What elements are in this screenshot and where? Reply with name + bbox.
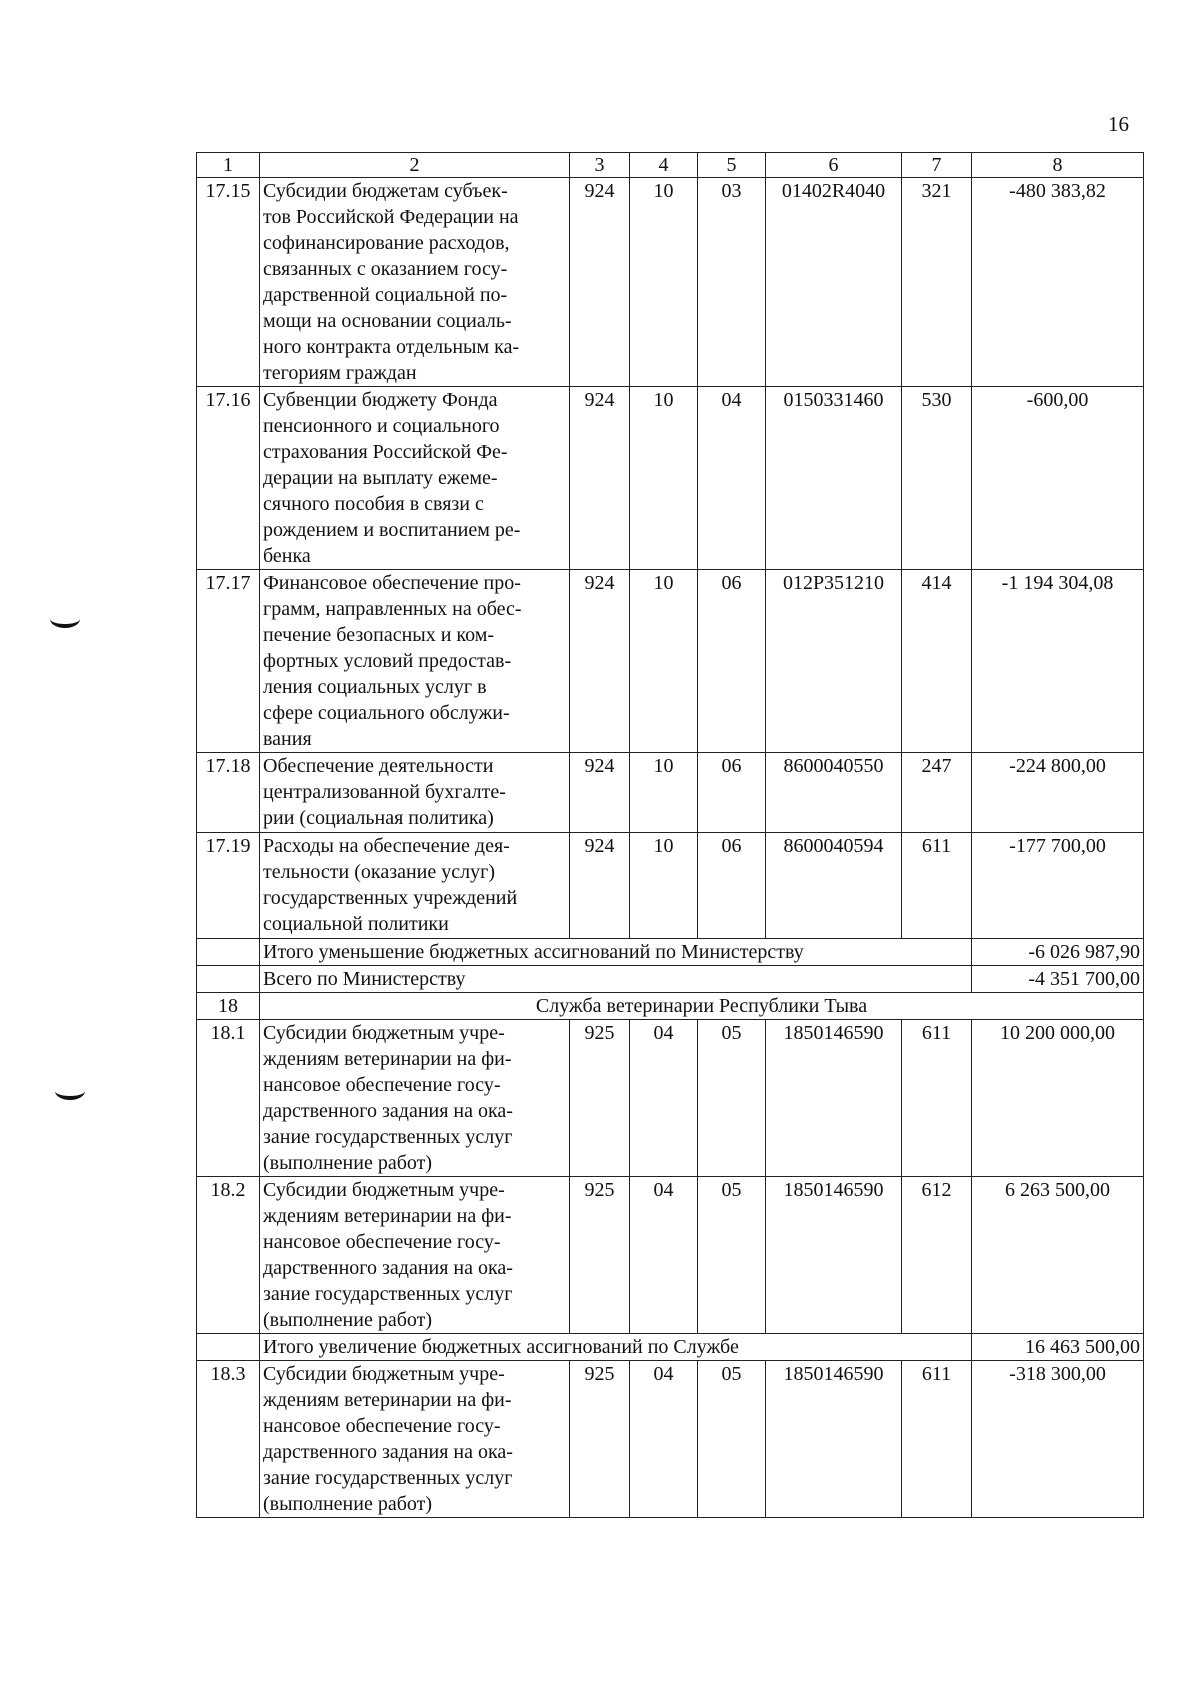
total-ministry-value: -4 351 700,00 [972, 966, 1144, 993]
amount: -318 300,00 [972, 1361, 1144, 1518]
empty-cell [197, 939, 260, 966]
subsection-code: 03 [698, 178, 766, 387]
subsection-code: 06 [698, 570, 766, 753]
target-article-code: 8600040550 [766, 753, 902, 833]
admin-code: 924 [570, 833, 630, 939]
admin-code: 925 [570, 1361, 630, 1518]
total-decrease-ministry-value: -6 026 987,90 [972, 939, 1144, 966]
admin-code: 925 [570, 1177, 630, 1334]
empty-cell [197, 1334, 260, 1361]
section-title: Служба ветеринарии Республики Тыва [260, 993, 1144, 1020]
scan-mark [55, 1082, 85, 1100]
header-cell: 7 [902, 153, 972, 178]
section-code: 04 [630, 1361, 698, 1518]
row-number: 18.2 [197, 1177, 260, 1334]
subsection-code: 05 [698, 1020, 766, 1177]
expense-type-code: 612 [902, 1177, 972, 1334]
target-article-code: 1850146590 [766, 1361, 902, 1518]
admin-code: 924 [570, 178, 630, 387]
budget-table [196, 152, 1144, 1518]
row-number: 17.17 [197, 570, 260, 753]
admin-code: 924 [570, 753, 630, 833]
expense-type-code: 611 [902, 1020, 972, 1177]
row-number: 18.1 [197, 1020, 260, 1177]
total-decrease-ministry-label: Итого уменьшение бюджетных ассигнований по Министерству [260, 939, 972, 966]
expense-type-code: 611 [902, 1361, 972, 1518]
header-cell: 2 [260, 153, 570, 178]
table-row [197, 570, 1144, 753]
empty-cell [197, 966, 260, 993]
section-code: 04 [630, 1177, 698, 1334]
row-description: Субсидии бюджетным учре- ждениям ветеринарии на фи- нансовое обеспечение госу- дарственного задания на ока- зание государственных услуг (выполнение работ) [260, 1177, 570, 1334]
row-description: Финансовое обеспечение про- грамм, направленных на обес- печение безопасных и ком- фортных условий предостав- ления социальных услуг в сфере социального обслужи- вания [260, 570, 570, 753]
table-row [197, 178, 1144, 387]
target-article-code: 1850146590 [766, 1020, 902, 1177]
total-row [197, 939, 1144, 966]
table-row [197, 1020, 1144, 1177]
expense-type-code: 530 [902, 387, 972, 570]
target-article-code: 1850146590 [766, 1177, 902, 1334]
row-description: Субвенции бюджету Фонда пенсионного и социального страхования Российской Фе- дерации на выплату ежеме- сячного пособия в связи с рождением и воспитанием ре- бенка [260, 387, 570, 570]
subsection-code: 06 [698, 833, 766, 939]
row-number: 18.3 [197, 1361, 260, 1518]
expense-type-code: 247 [902, 753, 972, 833]
total-row [197, 1334, 1144, 1361]
subsection-code: 04 [698, 387, 766, 570]
total-row [197, 966, 1144, 993]
subsection-code: 06 [698, 753, 766, 833]
table-row [197, 1177, 1144, 1334]
admin-code: 924 [570, 570, 630, 753]
total-ministry-label: Всего по Министерству [260, 966, 972, 993]
row-description: Обеспечение деятельности централизованной бухгалте- рии (социальная политика) [260, 753, 570, 833]
amount: -224 800,00 [972, 753, 1144, 833]
header-cell: 4 [630, 153, 698, 178]
header-cell: 3 [570, 153, 630, 178]
amount: -1 194 304,08 [972, 570, 1144, 753]
expense-type-code: 414 [902, 570, 972, 753]
target-article-code: 01402R4040 [766, 178, 902, 387]
header-cell: 8 [972, 153, 1144, 178]
header-row [197, 153, 1144, 178]
total-increase-service-label: Итого увеличение бюджетных ассигнований по Службе [260, 1334, 972, 1361]
section-code: 10 [630, 178, 698, 387]
amount: 6 263 500,00 [972, 1177, 1144, 1334]
admin-code: 925 [570, 1020, 630, 1177]
total-increase-service-value: 16 463 500,00 [972, 1334, 1144, 1361]
target-article-code: 0150331460 [766, 387, 902, 570]
target-article-code: 012P351210 [766, 570, 902, 753]
row-description: Расходы на обеспечение дея- тельности (оказание услуг) государственных учреждений социальной политики [260, 833, 570, 939]
section-code: 10 [630, 833, 698, 939]
section-code: 10 [630, 570, 698, 753]
scan-mark [50, 610, 80, 628]
expense-type-code: 611 [902, 833, 972, 939]
section-header-row [197, 993, 1144, 1020]
subsection-code: 05 [698, 1177, 766, 1334]
row-number: 17.19 [197, 833, 260, 939]
header-cell: 5 [698, 153, 766, 178]
amount: -600,00 [972, 387, 1144, 570]
header-cell: 6 [766, 153, 902, 178]
table-row [197, 833, 1144, 939]
amount: -480 383,82 [972, 178, 1144, 387]
row-number: 17.15 [197, 178, 260, 387]
admin-code: 924 [570, 387, 630, 570]
amount: -177 700,00 [972, 833, 1144, 939]
expense-type-code: 321 [902, 178, 972, 387]
table-row [197, 387, 1144, 570]
header-cell: 1 [197, 153, 260, 178]
target-article-code: 8600040594 [766, 833, 902, 939]
section-code: 10 [630, 387, 698, 570]
subsection-code: 05 [698, 1361, 766, 1518]
section-number: 18 [197, 993, 260, 1020]
row-number: 17.18 [197, 753, 260, 833]
row-number: 17.16 [197, 387, 260, 570]
table-row [197, 1361, 1144, 1518]
page-number: 16 [1108, 112, 1129, 136]
section-code: 10 [630, 753, 698, 833]
row-description: Субсидии бюджетным учре- ждениям ветеринарии на фи- нансовое обеспечение госу- дарственного задания на ока- зание государственных услуг (выполнение работ) [260, 1020, 570, 1177]
row-description: Субсидии бюджетам субъек- тов Российской Федерации на софинансирование расходов, связанных с оказанием госу- дарственной социальной по- мощи на основании социаль- ного контракта отдельным ка- тегориям граждан [260, 178, 570, 387]
amount: 10 200 000,00 [972, 1020, 1144, 1177]
section-code: 04 [630, 1020, 698, 1177]
table-row [197, 753, 1144, 833]
row-description: Субсидии бюджетным учре- ждениям ветеринарии на фи- нансовое обеспечение госу- дарственного задания на ока- зание государственных услуг (выполнение работ) [260, 1361, 570, 1518]
